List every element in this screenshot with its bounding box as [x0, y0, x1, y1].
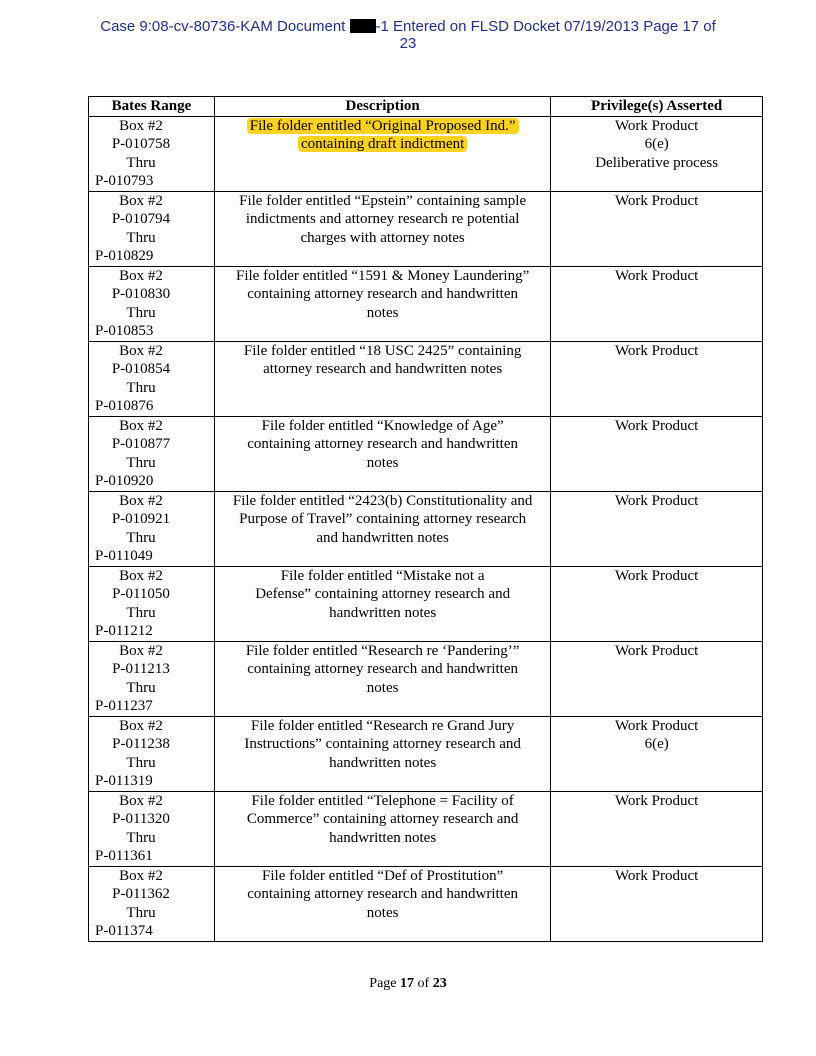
table-row: [89, 266, 763, 341]
table-row: [89, 116, 763, 191]
table-row: [89, 866, 763, 941]
description-text: notes: [366, 304, 399, 321]
description-cell: [214, 266, 550, 341]
bates-thru: Thru: [126, 829, 156, 846]
bates-thru: Thru: [126, 379, 156, 396]
privilege-cell: [551, 566, 763, 641]
description-text: indictments and attorney research re potential: [245, 211, 520, 227]
bates-range-cell: [89, 341, 215, 416]
description-text: notes: [366, 454, 399, 471]
description-text: containing attorney research and handwritten: [247, 436, 518, 452]
table-row: [89, 416, 763, 491]
privilege-asserted: Work Product: [614, 642, 699, 659]
description-text: Commerce” containing attorney research and: [246, 811, 519, 827]
bates-box: Box #2: [119, 717, 163, 734]
description-text: File folder entitled “Telephone = Facility of: [251, 792, 514, 809]
privilege-log-table: [88, 96, 763, 942]
description-cell: [214, 491, 550, 566]
privilege-asserted: Work Product: [614, 567, 699, 584]
table-row: [89, 791, 763, 866]
bates-box: Box #2: [119, 192, 163, 209]
bates-end: P-011361: [95, 848, 153, 864]
bates-start: P-011362: [112, 886, 170, 902]
table-row: [89, 491, 763, 566]
description-line: [221, 210, 544, 229]
privilege-asserted: Work Product: [614, 867, 699, 884]
description-line: [221, 267, 544, 286]
description-line: [221, 604, 544, 623]
docket-header: [0, 18, 816, 52]
description-line: [221, 492, 544, 511]
privilege-asserted: Deliberative process: [595, 154, 719, 171]
description-line: [221, 360, 544, 379]
description-cell: [214, 866, 550, 941]
docket-header-line-1: [0, 18, 816, 35]
description-line: [221, 810, 544, 829]
bates-start: P-011238: [112, 736, 170, 752]
description-cell: [214, 641, 550, 716]
bates-range-cell: [89, 641, 215, 716]
highlighted-text: File folder entitled “Original Proposed Ind.”: [247, 118, 519, 134]
bates-start: P-011050: [112, 586, 170, 602]
bates-box: Box #2: [119, 642, 163, 659]
description-line: [221, 135, 544, 154]
description-cell: [214, 341, 550, 416]
bates-thru: Thru: [126, 604, 156, 621]
bates-thru: Thru: [126, 904, 156, 921]
bates-range-cell: [89, 266, 215, 341]
bates-end: P-010793: [95, 173, 154, 189]
privilege-asserted: 6(e): [644, 136, 669, 152]
bates-end: P-010920: [95, 473, 154, 489]
table-row: [89, 191, 763, 266]
description-text: Defense” containing attorney research and: [255, 586, 511, 602]
bates-range-cell: [89, 791, 215, 866]
description-line: [221, 435, 544, 454]
bates-start: P-011213: [112, 661, 170, 677]
privilege-asserted: Work Product: [614, 267, 699, 284]
bates-thru: Thru: [126, 529, 156, 546]
description-text: notes: [366, 904, 399, 921]
description-line: [221, 829, 544, 848]
description-text: File folder entitled “Research re Grand Jury: [251, 717, 515, 734]
bates-box: Box #2: [119, 492, 163, 509]
bates-box: Box #2: [119, 792, 163, 809]
description-text: File folder entitled “1591 & Money Laundering”: [236, 267, 530, 284]
bates-start: P-010921: [111, 511, 171, 527]
description-line: [221, 229, 544, 248]
bates-end: P-011319: [95, 773, 153, 789]
privilege-asserted: 6(e): [644, 736, 669, 752]
bates-thru: Thru: [126, 679, 156, 696]
privilege-cell: [551, 191, 763, 266]
privilege-asserted: Work Product: [614, 342, 699, 359]
description-text: File folder entitled “2423(b) Constitutionality and: [232, 492, 533, 509]
privilege-cell: [551, 266, 763, 341]
bates-end: P-011212: [95, 623, 153, 639]
description-text: charges with attorney notes: [300, 229, 465, 246]
table-row: [89, 641, 763, 716]
description-text: handwritten notes: [329, 604, 437, 621]
bates-range-cell: [89, 191, 215, 266]
bates-start: P-010794: [111, 211, 171, 227]
header-total-pages: 23: [399, 35, 417, 52]
description-cell: [214, 566, 550, 641]
description-text: Purpose of Travel” containing attorney research: [239, 511, 527, 527]
bates-range-cell: [89, 116, 215, 191]
description-cell: [214, 791, 550, 866]
privilege-cell: [551, 791, 763, 866]
bates-start: P-010758: [111, 136, 171, 152]
privilege-cell: [551, 341, 763, 416]
bates-range-cell: [89, 566, 215, 641]
privilege-cell: [551, 716, 763, 791]
page-footer: [0, 976, 816, 992]
bates-thru: Thru: [126, 754, 156, 771]
bates-start: P-010830: [111, 286, 171, 302]
footer-current-page: 17: [400, 976, 415, 991]
column-header-bates: Bates Range: [89, 97, 215, 117]
description-cell: [214, 116, 550, 191]
description-text: attorney research and handwritten notes: [263, 361, 503, 377]
table-row: [89, 716, 763, 791]
privilege-asserted: Work Product: [614, 792, 699, 809]
highlighted-text: containing draft indictment: [298, 136, 467, 152]
privilege-cell: [551, 416, 763, 491]
privilege-cell: [551, 491, 763, 566]
column-header-description: Description: [214, 97, 550, 117]
privilege-asserted: Work Product: [614, 192, 699, 209]
table-row: [89, 341, 763, 416]
description-text: and handwritten notes: [316, 529, 449, 546]
privilege-cell: [551, 866, 763, 941]
privilege-asserted: Work Product: [614, 117, 699, 134]
bates-start: P-011320: [112, 811, 170, 827]
description-line: [221, 417, 544, 436]
bates-box: Box #2: [119, 117, 163, 134]
description-text: containing attorney research and handwritten: [247, 286, 518, 302]
bates-end: P-010853: [95, 323, 154, 339]
description-cell: [214, 716, 550, 791]
description-text: Instructions” containing attorney research and: [244, 736, 521, 752]
description-line: [221, 754, 544, 773]
bates-box: Box #2: [119, 867, 163, 884]
description-line: [221, 529, 544, 548]
description-line: [221, 904, 544, 923]
description-cell: [214, 416, 550, 491]
description-text: handwritten notes: [329, 829, 437, 846]
description-line: [221, 304, 544, 323]
footer-middle: of: [414, 976, 433, 991]
footer-prefix: Page: [369, 976, 401, 991]
description-text: File folder entitled “Epstein” containing sample: [239, 192, 527, 209]
description-line: [221, 510, 544, 529]
bates-thru: Thru: [126, 454, 156, 471]
description-line: [221, 585, 544, 604]
description-text: handwritten notes: [329, 754, 437, 771]
description-text: File folder entitled “Research re ‘Pandering’”: [245, 642, 520, 659]
bates-box: Box #2: [119, 417, 163, 434]
footer-total-pages: 23: [432, 976, 447, 991]
redaction-block: [350, 19, 376, 33]
bates-range-cell: [89, 716, 215, 791]
description-line: [221, 117, 544, 136]
description-text: containing attorney research and handwritten: [247, 886, 518, 902]
bates-end: P-010829: [95, 248, 154, 264]
description-line: [221, 454, 544, 473]
privilege-asserted: Work Product: [614, 492, 699, 509]
description-line: [221, 567, 544, 586]
table-header-row: [89, 97, 763, 117]
description-text: File folder entitled “Mistake not a: [280, 567, 485, 584]
privilege-asserted: Work Product: [614, 717, 699, 734]
description-line: [221, 660, 544, 679]
bates-end: P-011049: [95, 548, 153, 564]
description-text: File folder entitled “Knowledge of Age”: [261, 417, 504, 434]
bates-end: P-011237: [95, 698, 153, 714]
bates-thru: Thru: [126, 154, 156, 171]
bates-range-cell: [89, 416, 215, 491]
table-row: [89, 566, 763, 641]
bates-range-cell: [89, 491, 215, 566]
bates-range-cell: [89, 866, 215, 941]
column-header-privilege: Privilege(s) Asserted: [551, 97, 763, 117]
bates-start: P-010854: [111, 361, 171, 377]
privilege-cell: [551, 641, 763, 716]
description-line: [221, 717, 544, 736]
description-text: File folder entitled “Def of Prostitution”: [262, 867, 504, 884]
description-line: [221, 342, 544, 361]
bates-end: P-010876: [95, 398, 154, 414]
description-line: [221, 285, 544, 304]
description-text: containing attorney research and handwritten: [247, 661, 518, 677]
privilege-cell: [551, 116, 763, 191]
header-entry-text: -1 Entered on FLSD Docket 07/19/2013 Page 17 of: [375, 18, 716, 35]
description-line: [221, 192, 544, 211]
description-line: [221, 735, 544, 754]
description-line: [221, 885, 544, 904]
bates-box: Box #2: [119, 342, 163, 359]
description-line: [221, 679, 544, 698]
description-line: [221, 867, 544, 886]
bates-thru: Thru: [126, 304, 156, 321]
description-text: File folder entitled “18 USC 2425” containing: [243, 342, 522, 359]
privilege-asserted: Work Product: [614, 417, 699, 434]
bates-start: P-010877: [111, 436, 171, 452]
bates-thru: Thru: [126, 229, 156, 246]
bates-box: Box #2: [119, 267, 163, 284]
bates-box: Box #2: [119, 567, 163, 584]
bates-end: P-011374: [95, 923, 153, 939]
description-line: [221, 792, 544, 811]
description-text: notes: [366, 679, 399, 696]
description-cell: [214, 191, 550, 266]
description-line: [221, 642, 544, 661]
header-case-text: Case 9:08-cv-80736-KAM Document: [100, 18, 346, 35]
